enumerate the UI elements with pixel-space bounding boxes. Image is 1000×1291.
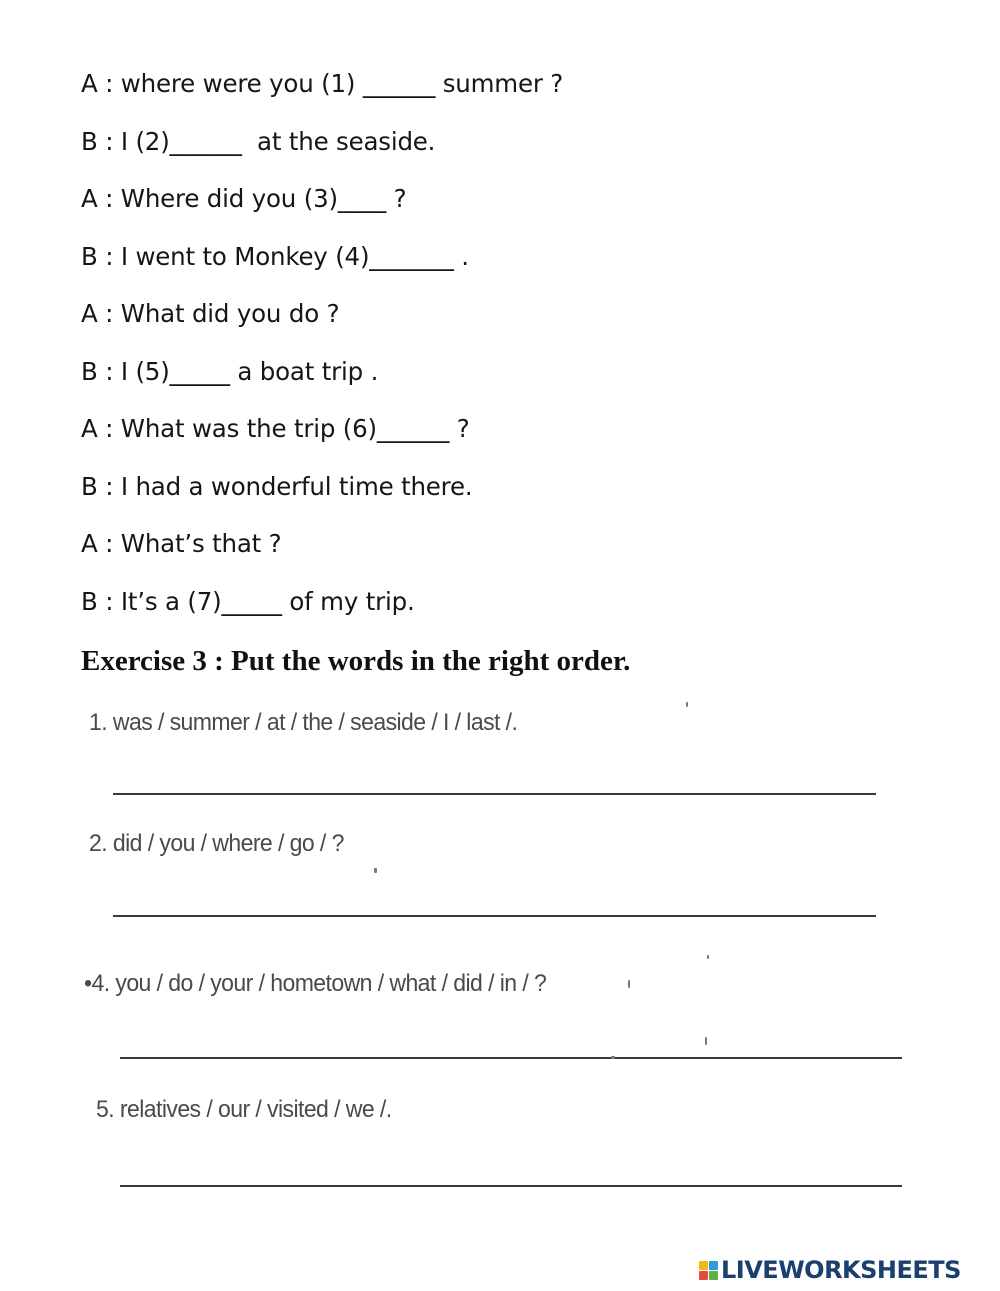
dialogue-line-5: A : What did you do ? [81,299,340,328]
dialogue-line-7: A : What was the trip (6)______ ? [81,414,470,443]
answer-line-1[interactable] [113,793,876,795]
exercise-item-4: 5. relatives / our / visited / we /. [96,1096,392,1123]
scan-speck [611,1056,615,1059]
exercise-heading: Exercise 3 : Put the words in the right order. [81,645,631,677]
dialogue-line-4: B : I went to Monkey (4)_______ . [81,242,469,271]
dialogue-line-3: A : Where did you (3)____ ? [81,184,407,213]
scan-speck [707,955,709,959]
answer-line-2[interactable] [113,915,876,917]
dialogue-line-8: B : I had a wonderful time there. [81,472,473,501]
answer-line-4[interactable] [120,1185,902,1187]
dialogue-line-6: B : I (5)_____ a boat trip . [81,357,379,386]
dialogue-line-2: B : I (2)______ at the seaside. [81,127,436,156]
scan-speck [374,868,377,873]
dialogue-line-10: B : It’s a (7)_____ of my trip. [81,587,415,616]
exercise-item-2: 2. did / you / where / go / ? [89,830,344,857]
dialogue-line-1: A : where were you (1) ______ summer ? [81,69,564,98]
exercise-item-1: 1. was / summer / at / the / seaside / I / last /. [89,709,518,736]
scan-speck [686,702,688,707]
scan-speck [628,980,630,988]
scan-speck [705,1037,707,1045]
answer-line-3[interactable] [120,1057,902,1059]
logo-squares-icon [699,1261,718,1280]
liveworksheets-logo [699,1255,961,1285]
dialogue-line-9: A : What’s that ? [81,529,282,558]
brand-name: LIVEWORKSHEETS [721,1256,961,1284]
exercise-item-3: •4. you / do / your / hometown / what / did / in / ? [84,970,547,997]
